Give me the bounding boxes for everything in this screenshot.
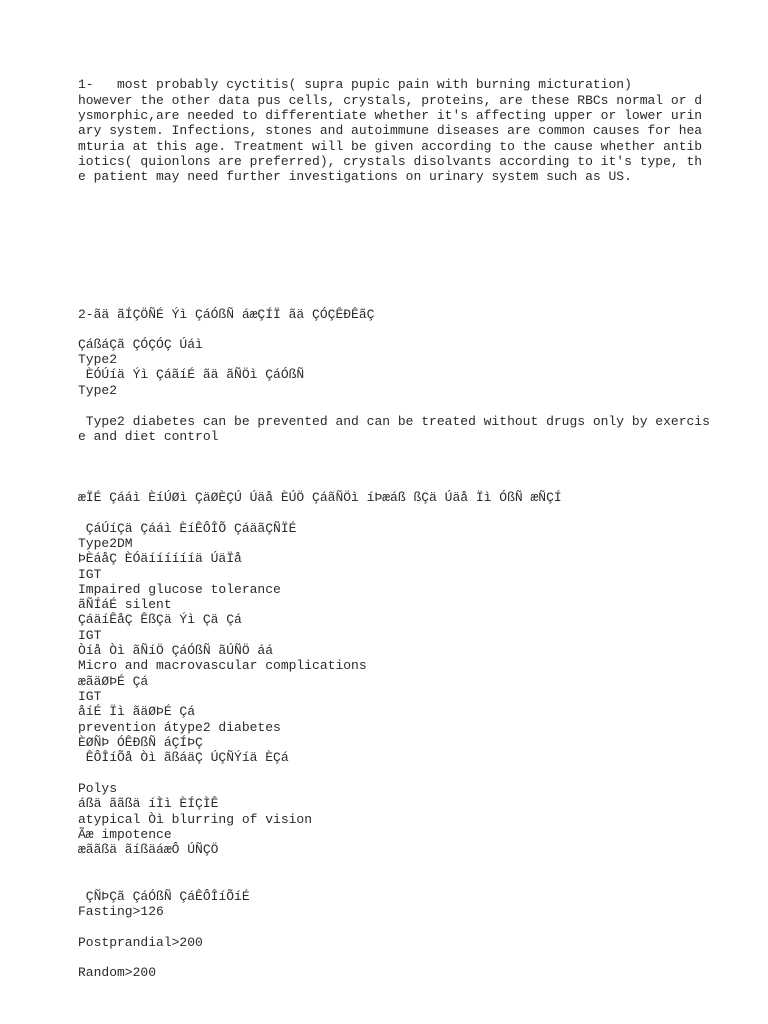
text-line: e patient may need further investigations on urinary system such as US. [78,169,632,184]
text-line: ary system. Infections, stones and autoimmune diseases are common causes for hea [78,123,703,138]
text-line: prevention átype2 diabetes [78,720,281,735]
text-line: 1- most probably cyctitis( supra pupic pain with burning micturation) [78,77,632,92]
text-line: Type2DM [78,536,133,551]
text-line: ÇáäíÊåÇ ÊßÇä Ýì Çä Çá [78,612,242,627]
text-line: æãäØÞÉ Çá [78,674,149,689]
text-line: ÞÈáåÇ ÈÓäííííííä ÚäÏå [78,551,242,566]
text-line: Type2 [78,383,118,398]
text-line: Ãæ impotence [78,827,172,842]
text-line: æÏÉ Çááì ÈíÚØì ÇäØÈÇÚ Úäå ÈÚÖ ÇáãÑÖì íÞæáß ßÇä Úäå Ïì ÓßÑ æÑÇÍ [78,490,562,505]
section-heading: 2-ãä ãÍÇÖÑÉ Ýì ÇáÓßÑ áæÇÍÏ ãä ÇÓÇÊÐÊãÇ [78,307,375,322]
text-line: ÇáÚíÇä Çááì ÈíÊÔÎÕ ÇáäãÇÑÏÉ [78,521,297,536]
text-line: Postprandial>200 [78,935,203,950]
text-line: áßä ããßä íÌì ÈÍÇÌÊ [78,796,219,811]
text-line: Random>200 [78,965,157,980]
text-line: ÇáßáÇã ÇÓÇÓÇ Úáì [78,337,203,352]
text-line: IGT [78,628,102,643]
text-line: Fasting>126 [78,904,164,919]
text-line: ÈØÑÞ ÓÊÐßÑ áÇÍÞÇ [78,735,203,750]
text-line: ãÑÍáÉ silent [78,597,172,612]
text-line: Òíå Òì ãÑíÖ ÇáÓßÑ ãÚÑÖ áá [78,643,274,658]
text-line: ÈÓÚíä Ýì ÇáãíÉ ãä ãÑÖì ÇáÓßÑ [78,367,305,382]
text-line: Polys [78,781,118,796]
text-line: Type2 diabetes can be prevented and can be treated without drugs only by exercis [78,414,710,429]
text-line: e and diet control [78,429,219,444]
text-line: ysmorphic,are needed to differentiate whether it's affecting upper or lower urin [78,108,703,123]
text-line: Micro and macrovascular complications [78,658,367,673]
text-line: æããßä ãíßäáæÔ ÚÑÇÖ [78,842,219,857]
text-line: ÇÑÞÇã ÇáÓßÑ ÇáÊÔÎíÕíÉ [78,889,250,904]
text-line: ÊÔÎíÕå Òì ãßáäÇ ÚÇÑÝíä ÈÇá [78,750,289,765]
text-line: Type2 [78,352,118,367]
text-line: however the other data pus cells, crystals, proteins, are these RBCs normal or d [78,93,703,108]
text-line: Impaired glucose tolerance [78,582,281,597]
text-line: IGT [78,567,102,582]
text-line: mturia at this age. Treatment will be given according to the cause whether antib [78,139,703,154]
text-line: atypical Òì blurring of vision [78,812,313,827]
text-line: IGT [78,689,102,704]
text-line: iotics( quionlons are preferred), crystals disolvants according to it's type, th [78,154,703,169]
text-line: åíÉ Ïì ãäØÞÉ Çá [78,704,196,719]
